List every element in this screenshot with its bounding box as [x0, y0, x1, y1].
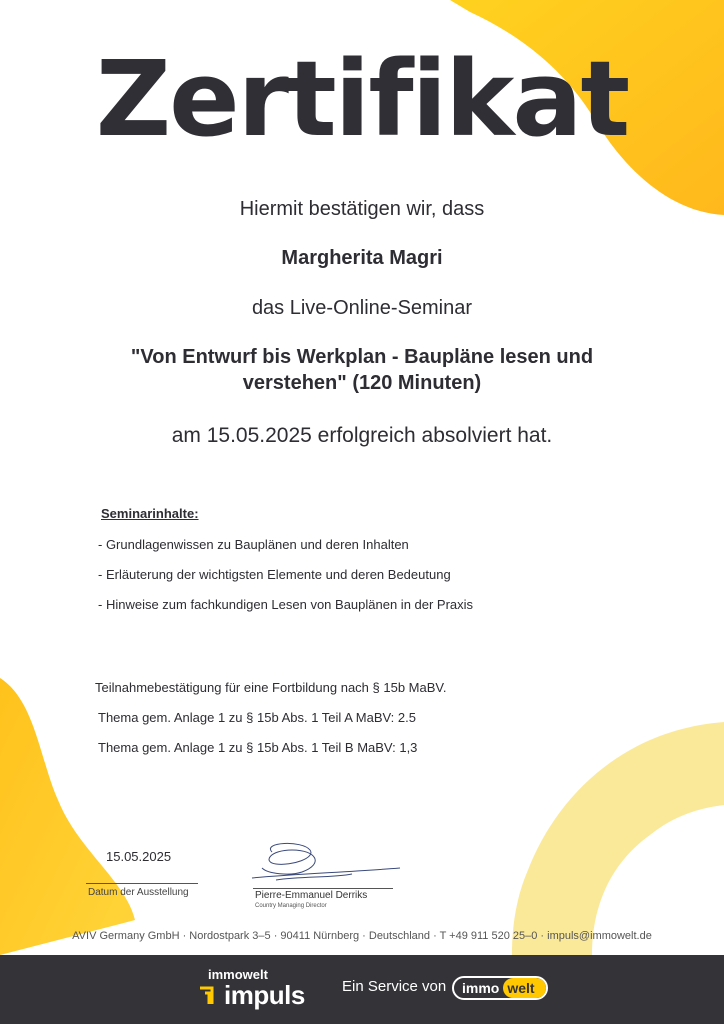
participant-name: Margherita Magri: [281, 247, 443, 269]
signature-image: [232, 838, 402, 894]
seminar-title: "Von Entwurf bis Werkplan - Baupläne lesen und verstehen" (120 Minuten): [130, 346, 594, 394]
contents-heading: Seminarinhalte:: [101, 506, 199, 521]
bottom-right-ring: [512, 722, 724, 955]
content-item: - Erläuterung der wichtigsten Elemente und deren Bedeutung: [98, 567, 451, 582]
confirmation-line: Teilnahmebestätigung für eine Fortbildung nach § 15b MaBV.: [95, 680, 447, 695]
content-item: - Hinweise zum fachkundigen Lesen von Bauplänen in der Praxis: [98, 597, 474, 612]
content-item: - Grundlagenwissen zu Bauplänen und deren Inhalten: [98, 537, 409, 552]
seminar-type: das Live-Online-Seminar: [251, 297, 473, 319]
intro-text: Hiermit bestätigen wir, dass: [239, 198, 485, 220]
logo-main-text: impuls: [224, 980, 305, 1010]
service-text: Ein Service von: [342, 978, 447, 995]
logo-top-text: immowelt: [208, 967, 268, 982]
signer-role: Country Managing Director: [255, 903, 327, 909]
signature-divider: [253, 888, 393, 889]
immowelt-impuls-logo: [198, 965, 308, 1011]
company-address: AVIV Germany GmbH · Nordostpark 3–5 · 90411 Nürnberg · Deutschland · T +49 911 520 25–0 · impuls@immowelt.de: [72, 930, 652, 942]
signer-name: Pierre-Emmanuel Derriks: [255, 890, 368, 901]
date-divider: [86, 883, 198, 884]
issue-date: 15.05.2025: [106, 849, 172, 864]
certificate-title: Zertifikat: [95, 38, 629, 160]
impuls-bracket-icon: [198, 984, 220, 1006]
issue-date-label: Datum der Ausstellung: [88, 887, 189, 898]
immowelt-badge-logo: [452, 976, 548, 1000]
badge-left-text: immo: [462, 980, 500, 996]
topic-line-b: Thema gem. Anlage 1 zu § 15b Abs. 1 Teil B MaBV: 1,3: [98, 740, 418, 755]
completion-text: am 15.05.2025 erfolgreich absolviert hat.: [171, 424, 553, 447]
topic-line-a: Thema gem. Anlage 1 zu § 15b Abs. 1 Teil A MaBV: 2.5: [98, 710, 416, 725]
footer-bar: [0, 955, 724, 1024]
badge-right-text: welt: [503, 978, 546, 998]
